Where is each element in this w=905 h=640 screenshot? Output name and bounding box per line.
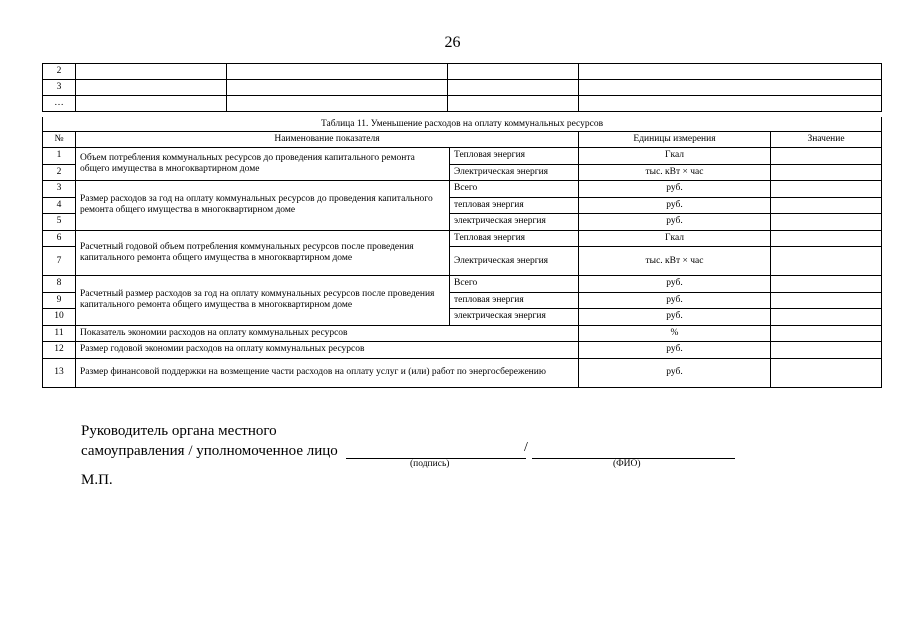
sub-indicator: электрическая энергия — [450, 309, 579, 326]
page-number: 26 — [444, 34, 461, 51]
unit: руб. — [579, 214, 771, 231]
header-indicator: Наименование показателя — [76, 132, 579, 148]
indicator-name: Размер годовой экономии расходов на оплату коммунальных ресурсов — [76, 342, 579, 359]
row-number: 3 — [43, 80, 76, 96]
name-caption: (ФИО) — [613, 459, 641, 469]
unit: руб. — [579, 358, 771, 387]
row-number: 10 — [43, 309, 76, 326]
value-cell[interactable] — [771, 247, 882, 276]
utility-savings-table — [42, 117, 882, 388]
row-number: 8 — [43, 276, 76, 293]
unit: Гкал — [579, 230, 771, 247]
value-cell[interactable] — [771, 230, 882, 247]
signature-title-line2: самоуправления / уполномоченное лицо — [81, 443, 338, 459]
row-number: 5 — [43, 214, 76, 231]
value-cell[interactable] — [771, 358, 882, 387]
table-row — [43, 181, 882, 198]
row-number: 11 — [43, 325, 76, 342]
unit: % — [579, 325, 771, 342]
table-row — [43, 230, 882, 247]
value-cell[interactable] — [771, 214, 882, 231]
unit: руб. — [579, 197, 771, 214]
indicator-name: Показатель экономии расходов на оплату коммунальных ресурсов — [76, 325, 579, 342]
unit: Гкал — [579, 148, 771, 165]
value-cell[interactable] — [771, 148, 882, 165]
sub-indicator: Всего — [450, 181, 579, 198]
table-row — [43, 96, 882, 112]
indicator-name: Размер финансовой поддержки на возмещение части расходов на оплату услуг и (или) работ по энергосбережению — [76, 358, 579, 387]
unit: тыс. кВт × час — [579, 247, 771, 276]
value-cell[interactable] — [771, 197, 882, 214]
table-header — [43, 132, 882, 148]
row-number: 7 — [43, 247, 76, 276]
row-number: 12 — [43, 342, 76, 359]
value-cell[interactable] — [771, 164, 882, 181]
header-unit: Единицы измерения — [579, 132, 771, 148]
sub-indicator: Тепловая энергия — [450, 148, 579, 165]
unit: руб. — [579, 309, 771, 326]
row-number: … — [43, 96, 76, 112]
value-cell[interactable] — [771, 309, 882, 326]
sub-indicator: электрическая энергия — [450, 214, 579, 231]
previous-table-tail — [42, 63, 882, 112]
row-number: 2 — [43, 64, 76, 80]
header-value: Значение — [771, 132, 882, 148]
row-number: 9 — [43, 292, 76, 309]
table-row — [43, 342, 882, 359]
row-number: 2 — [43, 164, 76, 181]
table-caption: Таблица 11. Уменьшение расходов на оплату коммунальных ресурсов — [43, 117, 882, 132]
row-number: 4 — [43, 197, 76, 214]
unit: руб. — [579, 276, 771, 293]
header-number: № — [43, 132, 76, 148]
table-row — [43, 148, 882, 165]
signature-caption: (подпись) — [410, 459, 450, 469]
indicator-name: Расчетный годовой объем потребления коммунальных ресурсов после проведения капитального ремонта общего имущества в многоквартирном доме — [76, 230, 450, 276]
sub-indicator: Тепловая энергия — [450, 230, 579, 247]
indicator-name: Расчетный размер расходов за год на оплату коммунальных ресурсов после проведения капитального ремонта общего имущества в многоквартирном доме — [76, 276, 450, 326]
table-row — [43, 80, 882, 96]
sub-indicator: Электрическая энергия — [450, 164, 579, 181]
unit: руб. — [579, 292, 771, 309]
unit: руб. — [579, 181, 771, 198]
sub-indicator: Всего — [450, 276, 579, 293]
stamp-place: М.П. — [81, 472, 113, 488]
value-cell[interactable] — [771, 292, 882, 309]
indicator-name: Объем потребления коммунальных ресурсов до проведения капитального ремонта общего имущества в многоквартирном доме — [76, 148, 450, 181]
sub-indicator: Электрическая энергия — [450, 247, 579, 276]
row-number: 6 — [43, 230, 76, 247]
signature-slash: / — [524, 440, 528, 455]
unit: тыс. кВт × час — [579, 164, 771, 181]
table-row — [43, 64, 882, 80]
row-number: 13 — [43, 358, 76, 387]
table-row — [43, 358, 882, 387]
value-cell[interactable] — [771, 181, 882, 198]
signature-title-line1: Руководитель органа местного — [81, 423, 277, 439]
unit: руб. — [579, 342, 771, 359]
table-row — [43, 276, 882, 293]
indicator-name: Размер расходов за год на оплату коммунальных ресурсов до проведения капитального ремонта общего имущества в многоквартирном доме — [76, 181, 450, 231]
row-number: 3 — [43, 181, 76, 198]
table-row — [43, 325, 882, 342]
value-cell[interactable] — [771, 325, 882, 342]
value-cell[interactable] — [771, 276, 882, 293]
sub-indicator: тепловая энергия — [450, 292, 579, 309]
sub-indicator: тепловая энергия — [450, 197, 579, 214]
value-cell[interactable] — [771, 342, 882, 359]
row-number: 1 — [43, 148, 76, 165]
